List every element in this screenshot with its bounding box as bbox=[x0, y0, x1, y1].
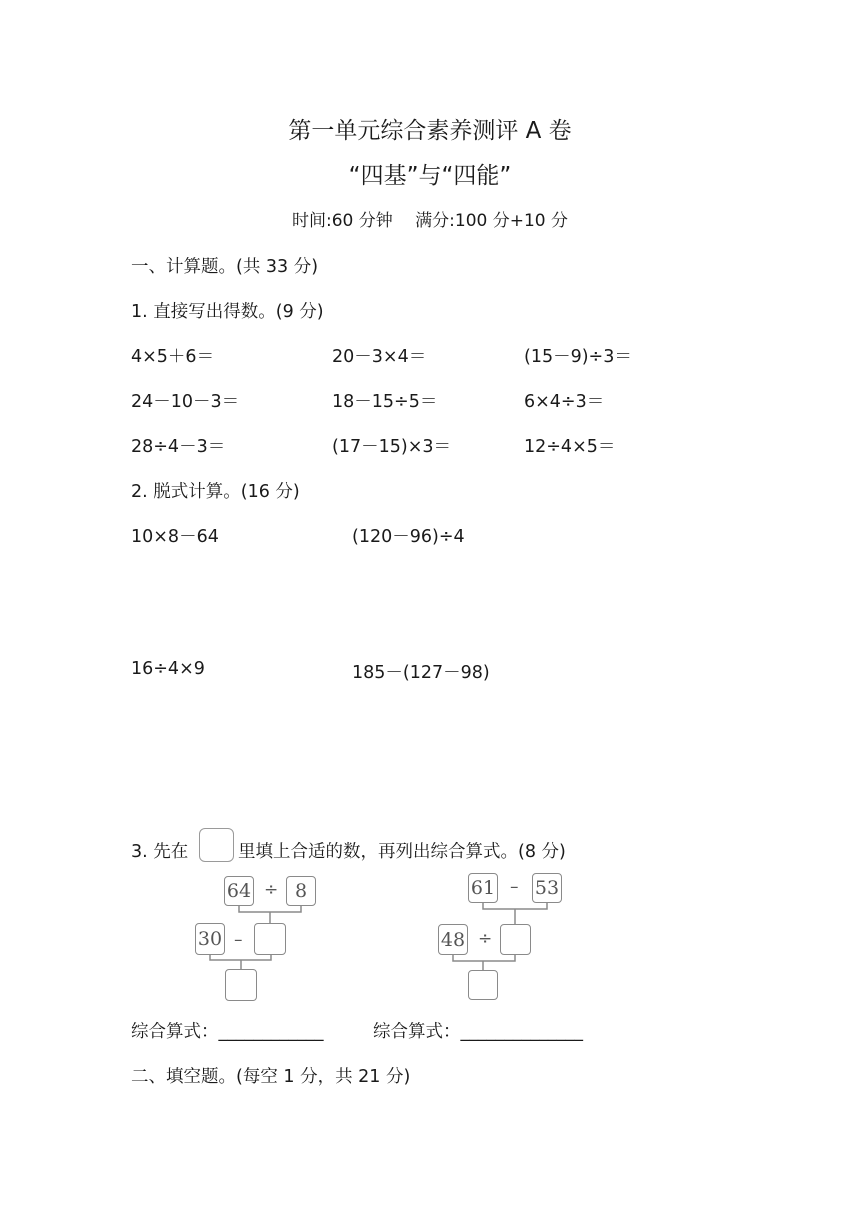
answer-line-left[interactable]: 综合算式：____________ bbox=[131, 1022, 324, 1042]
number-box: 48 bbox=[438, 924, 468, 955]
calc-tree-right bbox=[432, 868, 572, 1004]
operator: – bbox=[234, 930, 243, 950]
calc-item: 28÷4－3＝ bbox=[131, 437, 226, 457]
calc-item: 16÷4×9 bbox=[131, 659, 205, 679]
calc-item: 20－3×4＝ bbox=[332, 347, 427, 367]
calc-item: (120－96)÷4 bbox=[352, 527, 465, 547]
calc-item: 12÷4×5＝ bbox=[524, 437, 616, 457]
question-label: 2. 脱式计算。(16 分) bbox=[131, 482, 300, 502]
operator: ÷ bbox=[478, 929, 493, 949]
blank-box-icon bbox=[199, 828, 234, 862]
number-box: 64 bbox=[224, 876, 254, 906]
answer-box[interactable] bbox=[254, 923, 286, 955]
calc-item: 10×8－64 bbox=[131, 527, 219, 547]
page-subtitle: “四基”与“四能” bbox=[348, 163, 512, 189]
operator: ÷ bbox=[264, 880, 279, 900]
page-title: 第一单元综合素养测评 A 卷 bbox=[288, 118, 572, 144]
exam-meta: 时间:60 分钟 满分:100 分+10 分 bbox=[291, 211, 569, 231]
answer-box[interactable] bbox=[500, 924, 531, 955]
calc-item: 6×4÷3＝ bbox=[524, 392, 605, 412]
calc-tree-left bbox=[190, 872, 330, 1004]
question-label-end: 里填上合适的数，再列出综合算式。(8 分) bbox=[238, 842, 566, 862]
number-box: 53 bbox=[532, 873, 562, 903]
answer-line-right[interactable]: 综合算式：______________ bbox=[373, 1022, 583, 1042]
section-heading: 二、填空题。(每空 1 分，共 21 分) bbox=[131, 1067, 411, 1087]
answer-box[interactable] bbox=[225, 969, 257, 1001]
section-heading: 一、计算题。(共 33 分) bbox=[131, 257, 319, 277]
calc-item: 18－15÷5＝ bbox=[332, 392, 438, 412]
calc-item: 185－(127－98) bbox=[352, 663, 490, 683]
question-label-start: 3. 先在 bbox=[131, 842, 189, 862]
number-box: 8 bbox=[286, 876, 316, 906]
operator: – bbox=[510, 877, 519, 897]
calc-item: 4×5＋6＝ bbox=[131, 347, 215, 367]
question-label: 1. 直接写出得数。(9 分) bbox=[131, 302, 324, 322]
calc-item: (17－15)×3＝ bbox=[332, 437, 451, 457]
answer-box[interactable] bbox=[468, 970, 498, 1000]
number-box: 30 bbox=[195, 923, 225, 955]
calc-item: (15－9)÷3＝ bbox=[524, 347, 632, 367]
calc-item: 24－10－3＝ bbox=[131, 392, 240, 412]
number-box: 61 bbox=[468, 873, 498, 903]
